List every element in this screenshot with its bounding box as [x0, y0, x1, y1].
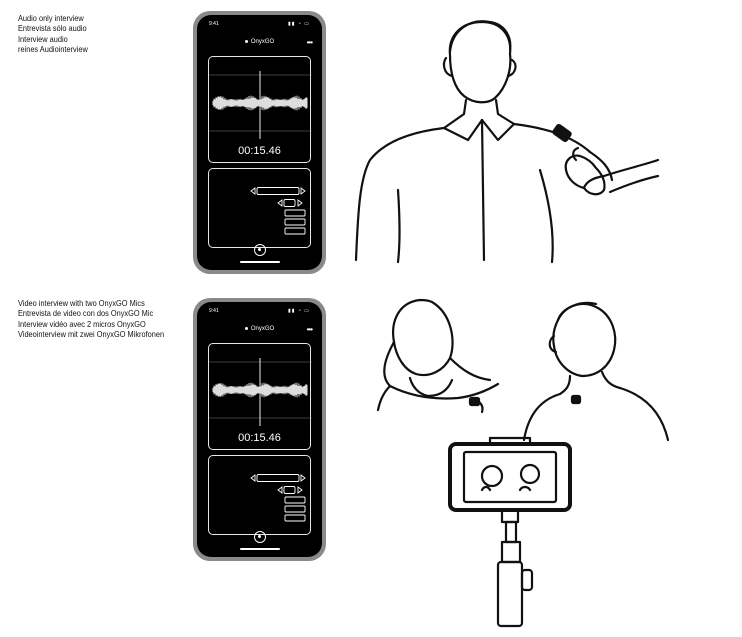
gain-box[interactable] — [284, 487, 295, 494]
level-slider[interactable] — [257, 188, 299, 195]
caption-line-de: reines Audiointerview — [18, 43, 88, 54]
home-indicator — [240, 548, 280, 550]
caption-line-en: Video interview with two OnyxGO Mics — [18, 298, 145, 308]
app-title: OnyxGO — [250, 326, 275, 332]
option-button-1[interactable] — [285, 210, 305, 216]
caption-line-es: Entrevista de video con dos OnyxGO Mic — [18, 308, 154, 319]
home-indicator — [240, 261, 280, 263]
option-button-1[interactable] — [285, 497, 305, 503]
audio-interview-illustration — [340, 10, 670, 270]
record-button[interactable] — [254, 531, 266, 543]
caption-line-fr: Interview vidéo avec 2 micros OnyxGO — [18, 318, 146, 329]
option-button-3[interactable] — [285, 515, 305, 521]
controls-panel — [208, 455, 311, 535]
video-interview-caption — [18, 298, 164, 339]
connection-dot-icon — [245, 40, 248, 43]
waveform-panel — [208, 343, 311, 450]
gain-box[interactable] — [284, 200, 295, 207]
app-title: OnyxGO — [250, 39, 275, 45]
level-slider[interactable] — [257, 475, 299, 482]
signal-wifi-battery-icon: ▮▮ ◔ ▭ — [287, 308, 310, 314]
record-button[interactable] — [254, 244, 266, 256]
level-right-arrow-icon[interactable] — [301, 475, 305, 481]
audio-interview-caption — [18, 13, 88, 54]
signal-wifi-battery-icon: ▮▮ ◔ ▭ — [287, 21, 310, 27]
phone-mockup-audio — [193, 11, 326, 274]
caption-line-es: Entrevista sólo audio — [18, 23, 87, 34]
caption-line-fr: Interview audio — [18, 33, 68, 44]
phone-screen — [197, 302, 322, 557]
gain-right-arrow-icon[interactable] — [298, 487, 302, 493]
phone-screen — [197, 15, 322, 270]
level-left-arrow-icon[interactable] — [251, 475, 255, 481]
more-options-icon[interactable]: ••• — [306, 38, 312, 47]
recording-timer: 00:15.46 — [238, 432, 281, 444]
option-button-2[interactable] — [285, 219, 305, 225]
app-header — [197, 326, 322, 336]
status-bar — [207, 21, 312, 29]
app-header — [197, 39, 322, 49]
level-right-arrow-icon[interactable] — [301, 188, 305, 194]
video-interview-illustration — [370, 290, 700, 632]
waveform-panel — [208, 56, 311, 163]
option-button-2[interactable] — [285, 506, 305, 512]
phone-mockup-video — [193, 298, 326, 561]
connection-dot-icon — [245, 327, 248, 330]
gain-left-arrow-icon[interactable] — [278, 200, 282, 206]
caption-line-en: Audio only interview — [18, 13, 84, 23]
controls-panel — [208, 168, 311, 248]
caption-line-de: Videointerview mit zwei OnyxGO Mikrofonen — [18, 328, 165, 339]
status-time: 9:41 — [209, 21, 219, 27]
control-widgets — [209, 456, 312, 534]
option-button-3[interactable] — [285, 228, 305, 234]
more-options-icon[interactable]: ••• — [306, 325, 312, 334]
level-left-arrow-icon[interactable] — [251, 188, 255, 194]
status-time: 9:41 — [209, 308, 219, 314]
gain-right-arrow-icon[interactable] — [298, 200, 302, 206]
status-bar — [207, 308, 312, 316]
recording-timer: 00:15.46 — [238, 145, 281, 157]
control-widgets — [209, 169, 312, 247]
gain-left-arrow-icon[interactable] — [278, 487, 282, 493]
